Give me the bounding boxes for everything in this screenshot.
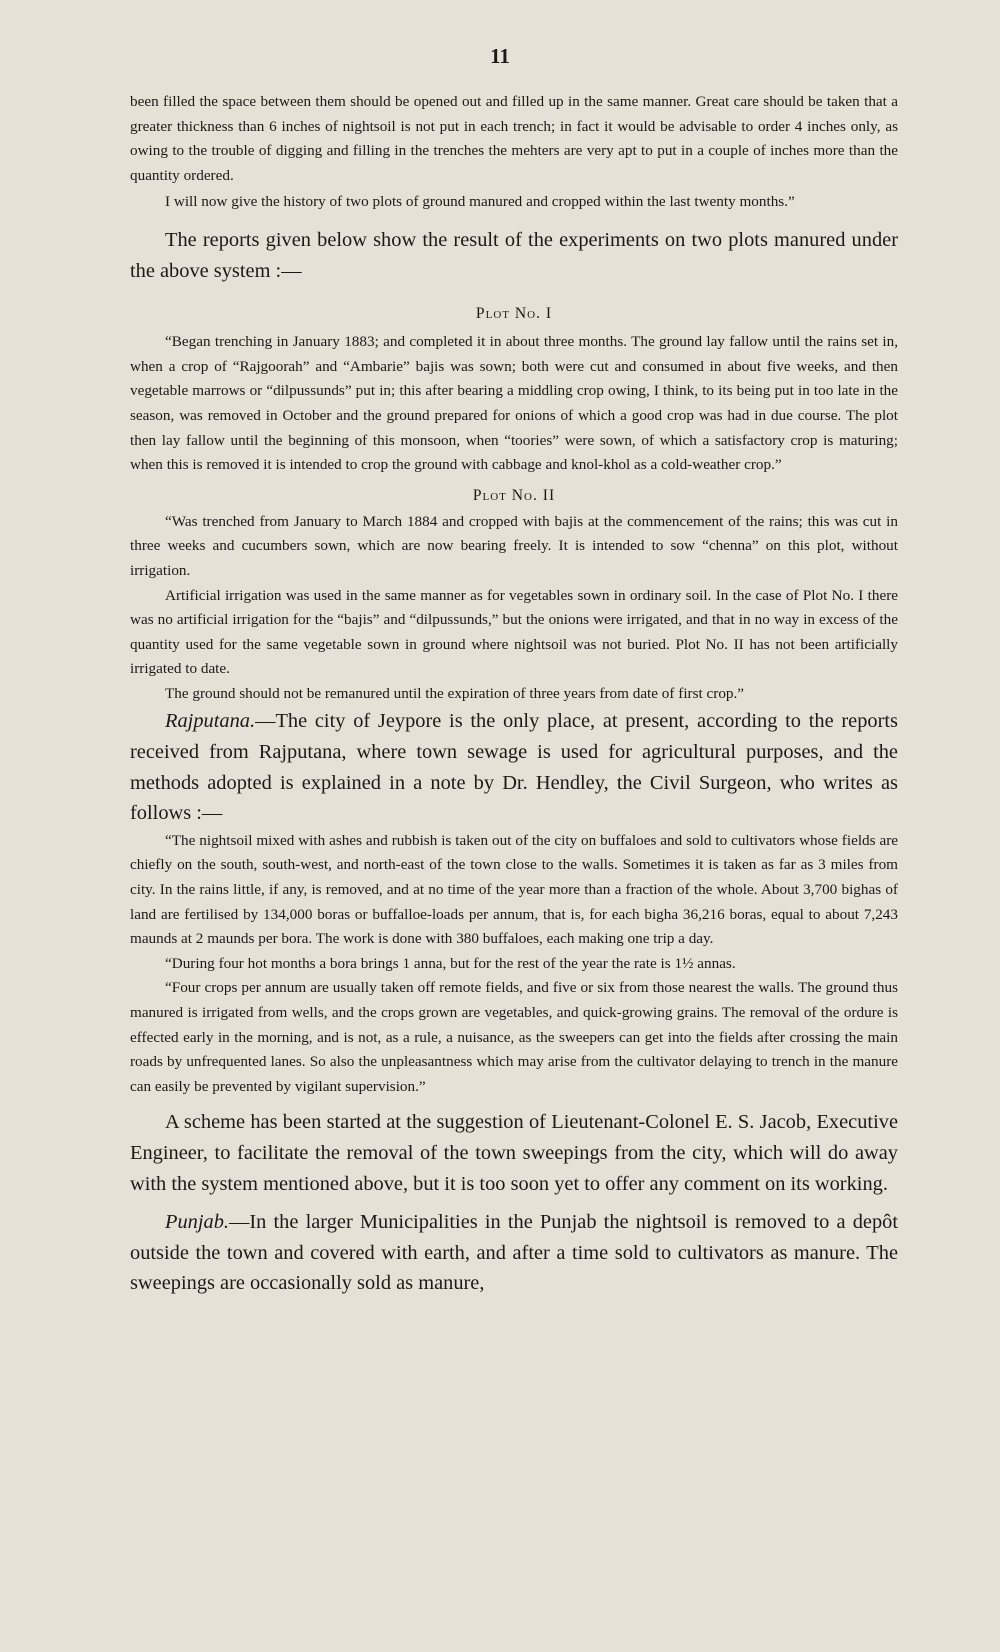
section-lead-rajputana: Rajputana. xyxy=(165,710,256,733)
paragraph-plot-1-report: “Began trenching in January 1883; and completed it in about three months. The ground lay fallow until the rains set in, when a crop of “Rajgoorah” and “Ambarie” bajis was sown; both were cut and consumed in about five weeks, and then vegetable marrows or “dilpussunds” put in; this after bearing a middling crop owing, I think, to its being put in too late in the season, was removed in October and the ground prepared for onions of which a good crop was had in due course. The plot then lay fallow until the beginning of this monsoon, when “toories” were sown, of which a satisfactory crop is maturing; when this is removed it is intended to crop the ground with cabbage and knol-khol as a cold-weather crop.” xyxy=(130,333,898,474)
section-lead-punjab: Punjab. xyxy=(165,1211,229,1234)
paragraph-rajputana xyxy=(130,706,898,828)
paragraph-irrigation: Artificial irrigation was used in the same manner as for vegetables sown in ordinary soil. In the case of Plot No. I there was no artificial irrigation for the “bajis” and “dilpussunds,” but the onions were irrigated, and that in no way in excess of the quantity used for the same vegetable sown in ground where nightsoil was not buried. Plot No. II has not been artificially irrigated to date. xyxy=(130,586,898,678)
paragraph-plots-history-intro: I will now give the history of two plots of ground manured and cropped within the last twenty months.” xyxy=(165,193,795,211)
page-number: 11 xyxy=(490,44,510,68)
paragraph-crops-per-annum: “Four crops per annum are usually taken off remote fields, and five or six from those nearest the walls. The ground thus manured is irrigated from wells, and the crops grown are vegetables, and quick-growing grains. The removal of the ordure is effected early in the morning, and is not, as a rule, a nuisance, as the sweepers can get into the fields after crossing the main roads by unfrequented lanes. So also the unpleasantness which may arise from the cultivator delaying to trench in the manure can easily be prevented by vigilant supervision.” xyxy=(130,979,898,1095)
paragraph-jacob-scheme: A scheme has been started at the suggestion of Lieutenant-Colonel E. S. Jacob, Executive Engineer, to facilitate the removal of the town sweepings from the city, which will do away with the system mentioned above, but it is too soon yet to offer any comment on its working. xyxy=(130,1111,898,1195)
heading-plot-1: Plot No. I xyxy=(475,305,553,323)
paragraph-rajputana-body: —The city of Jeypore is the only place, at present, according to the reports received from Rajputana, where town sewage is used for agricultural purposes, and the methods adopted is explained in a note by Dr. Hendley, the Civil Surgeon, who writes as follows :— xyxy=(130,710,898,825)
paragraph-punjab-body: —In the larger Municipalities in the Punjab the nightsoil is removed to a depôt outside the town and covered with earth, and after a time sold to cultivators as manure. The sweepings are occasionally sold as manure, xyxy=(130,1211,898,1295)
text-column xyxy=(130,90,898,1299)
heading-plot-2: Plot No. II xyxy=(472,486,556,504)
paragraph-remanure: The ground should not be remanured until the expiration of three years from date of first crop.” xyxy=(165,684,745,702)
paragraph-bora-rate: “During four hot months a bora brings 1 anna, but for the rest of the year the rate is 1½ annas. xyxy=(165,954,736,972)
paragraph-hendley-note: “The nightsoil mixed with ashes and rubbish is taken out of the city on buffaloes and sold to cultivators whose fields are chiefly on the south, south-west, and north-east of the town close to the walls. Sometimes it is taken as far as 3 miles from city. In the rains little, if any, is removed, and at no time of the year more than a fraction of the whole. About 3,700 bighas of land are fertilised by 134,000 boras or buffalloe-loads per annum, that is, for each bigha 36,216 boras, equal to about 7,243 maunds at 2 maunds per bora. The work is done with 380 buffaloes, each making one trip a day. xyxy=(130,831,898,948)
paragraph-reports-intro: The reports given below show the result of the experiments on two plots manured under the above system :— xyxy=(130,228,898,282)
paragraph-plot-2-report: “Was trenched from January to March 1884 and cropped with bajis at the commencement of the rains; this was cut in three weeks and cucumbers sown, which are now bearing freely. It is intended to sow “chenna” on this plot, without irrigation. xyxy=(130,512,898,579)
paragraph-punjab xyxy=(130,1207,898,1299)
paragraph-trench-instructions: been filled the space between them should be opened out and filled up in the same manner. Great care should be taken that a greater thickness than 6 inches of nightsoil is not put in each trench; in fact it would be advisable to order 4 inches only, as owing to the trouble of digging and filling in the trenches the mehters are very apt to put in a couple of inches more than the quantity ordered. xyxy=(130,93,898,184)
